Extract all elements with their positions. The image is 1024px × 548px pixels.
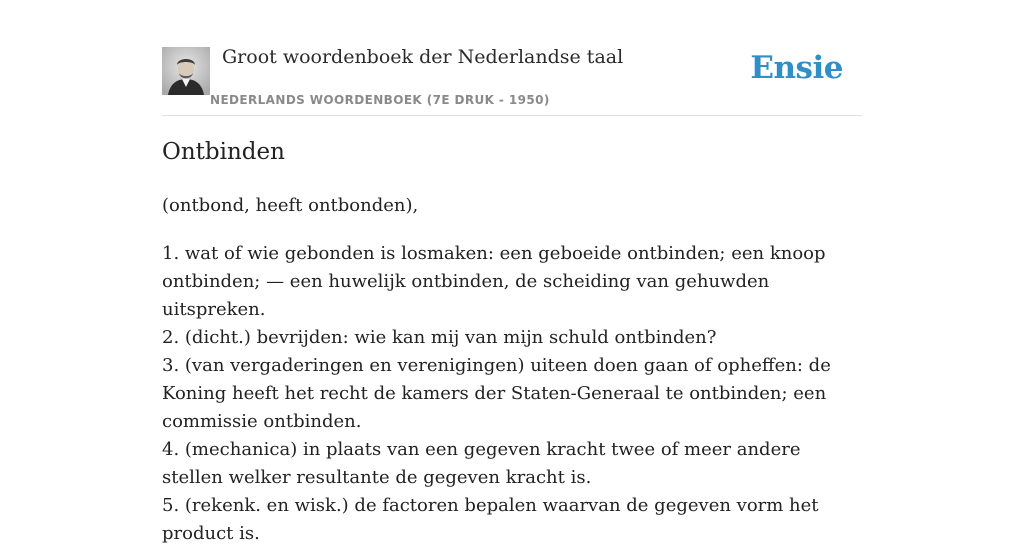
definition-item: 5. (rekenk. en wisk.) de factoren bepalen waarvan de gegeven vorm het product is. (162, 495, 819, 544)
definition-item: 1. wat of wie gebonden is losmaken: een geboeide ontbinden; een knoop ontbinden; — een huwelijk ontbinden, de scheiding van gehuwden uitspreken. (162, 243, 826, 320)
source-subtitle[interactable]: NEDERLANDS WOORDENBOEK (7E DRUK - 1950) (210, 93, 550, 107)
definition-item: 2. (dicht.) bevrijden: wie kan mij van mijn schuld ontbinden? (162, 327, 717, 348)
entry-title: Ontbinden (162, 139, 285, 165)
entry-forms: (ontbond, heeft ontbonden), (162, 195, 419, 216)
source-header (162, 40, 862, 116)
author-portrait-icon[interactable] (162, 47, 210, 95)
definition-item: 3. (van vergaderingen en verenigingen) uiteen doen gaan of opheffen: de Koning heeft het recht de kamers der Staten-Generaal te ontbinden; een commissie ontbinden. (162, 355, 831, 432)
dictionary-card (162, 40, 862, 544)
source-title[interactable]: Groot woordenboek der Nederlandse taal (222, 46, 624, 68)
definition-item: 4. (mechanica) in plaats van een gegeven kracht twee of meer andere stellen welker resultante de gegeven kracht is. (162, 439, 801, 488)
definitions-list (162, 240, 862, 548)
ensie-logo-link[interactable]: Ensie (750, 50, 843, 86)
